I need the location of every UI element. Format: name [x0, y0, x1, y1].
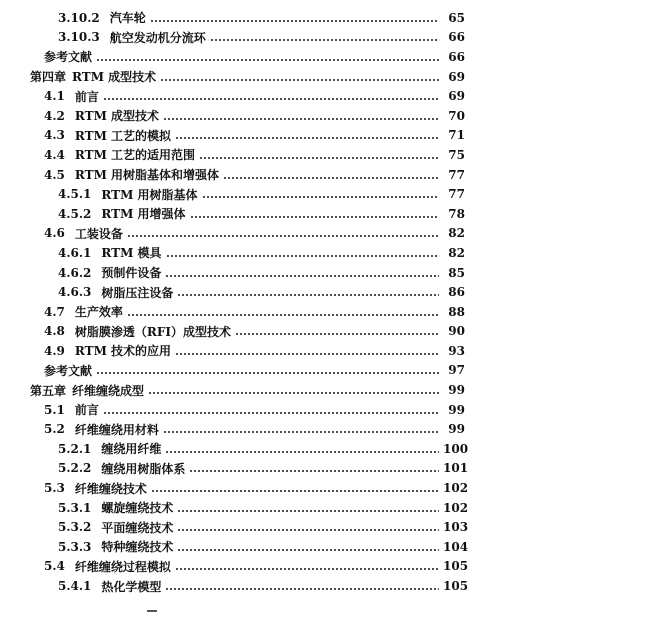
dot-leader: [103, 412, 439, 414]
toc-entry-page: 75: [448, 147, 465, 162]
toc-entry-title: 前言: [74, 403, 99, 418]
dot-leader: [223, 177, 439, 179]
dot-leader: [165, 451, 439, 453]
toc-entry-title: RTM 工艺的模拟: [74, 128, 172, 143]
toc-entry-page: 69: [448, 69, 465, 84]
dot-leader: [163, 431, 439, 433]
toc-entry-title: RTM 成型技术: [74, 109, 160, 124]
toc-entry-title: 纤维缠绕成型: [72, 383, 145, 398]
toc-entry-page: 65: [448, 10, 465, 25]
toc-entry-page: 105: [443, 579, 469, 594]
dot-leader: [177, 510, 439, 512]
toc-entry-number: 4.5.2: [58, 206, 92, 221]
toc-entry-number: 4.2: [44, 108, 65, 123]
toc-entry-title: 预制件设备: [101, 266, 162, 281]
toc-entry: [30, 498, 469, 518]
dot-leader: [163, 118, 439, 120]
toc-entry-page: 103: [443, 520, 469, 535]
dot-leader: [150, 20, 439, 22]
toc-entry-title: 参考文献: [44, 363, 93, 378]
dot-leader: [96, 372, 439, 374]
toc-entry-page: 82: [448, 226, 465, 241]
toc-entry-number: 5.3: [44, 481, 65, 496]
dot-leader: [165, 588, 439, 590]
toc-entry-number: 4.8: [44, 324, 65, 339]
toc-entry: [30, 106, 465, 126]
toc-entry: [30, 243, 465, 263]
toc-entry-page: 69: [448, 89, 465, 104]
toc-entry-number: 5.3.3: [58, 539, 92, 554]
toc-entry: [30, 224, 465, 244]
toc-entry-title: 汽车轮: [109, 11, 146, 26]
toc-entry-number: 5.2.2: [58, 461, 92, 476]
toc-entry-page: 99: [448, 422, 465, 437]
toc-entry-page: 99: [448, 383, 465, 398]
toc-entry-page: 101: [443, 461, 469, 476]
dot-leader: [96, 59, 439, 61]
toc-entry-title: RTM 用树脂基体: [101, 187, 198, 202]
toc-entry: [30, 419, 465, 439]
dot-leader: [127, 235, 439, 237]
dot-leader: [235, 333, 439, 335]
toc-entry-title: 热化学模型: [101, 579, 162, 594]
dot-leader: [160, 79, 439, 81]
toc-entry-page: 88: [448, 304, 465, 319]
toc-entry: [30, 67, 465, 87]
toc-entry-title: 缠绕用纤维: [101, 442, 162, 457]
toc-entry-title: RTM 工艺的适用范围: [74, 148, 196, 163]
scan-mark: [147, 610, 157, 612]
toc-entry-page: 71: [448, 128, 465, 143]
toc-entry-title: 纤维缠绕用材料: [74, 422, 159, 437]
toc-entry-number: 5.2: [44, 422, 65, 437]
toc-entry: [30, 263, 465, 283]
toc-entry-title: 纤维缠绕过程模拟: [74, 559, 171, 574]
toc-entry-title: RTM 技术的应用: [74, 344, 172, 359]
toc-entry-number: 4.4: [44, 147, 65, 162]
toc-entry-number: 第五章: [30, 383, 67, 398]
dot-leader: [148, 392, 439, 394]
toc-entry-page: 66: [448, 30, 465, 45]
toc-entry: [30, 361, 465, 381]
toc-entry: [30, 459, 469, 479]
toc-entry-title: 生产效率: [74, 305, 123, 320]
toc-entry: [30, 439, 469, 459]
toc-entry-page: 93: [448, 343, 465, 358]
toc-entry-number: 4.6.1: [58, 245, 92, 260]
dot-leader: [175, 353, 439, 355]
dot-leader: [177, 294, 439, 296]
toc-entry: [30, 204, 465, 224]
toc-entry-page: 77: [448, 187, 465, 202]
toc-entry: [30, 8, 465, 28]
toc-entry-title: RTM 用树脂基体和增强体: [74, 168, 220, 183]
toc-entry-title: RTM 模具: [101, 246, 162, 261]
toc-entry-title: 纤维缠绕技术: [74, 481, 147, 496]
toc-entry: [30, 145, 465, 165]
toc-entry-page: 85: [448, 265, 465, 280]
toc-entry-title: 螺旋缠绕技术: [101, 501, 174, 516]
toc-entry-number: 3.10.2: [58, 10, 100, 25]
toc-entry-number: 4.5: [44, 167, 65, 182]
toc-entry-title: RTM 成型技术: [72, 70, 157, 85]
toc-entry-number: 5.4.1: [58, 579, 92, 594]
toc-entry: [30, 165, 465, 185]
toc-entry: [30, 517, 469, 537]
dot-leader: [177, 529, 439, 531]
dot-leader: [199, 157, 439, 159]
toc-entry-number: 4.3: [44, 128, 65, 143]
toc-entry: [30, 47, 465, 67]
toc-entry-number: 4.6: [44, 226, 65, 241]
toc-entry: [30, 576, 469, 596]
dot-leader: [103, 98, 439, 100]
toc-entry: [30, 28, 465, 48]
dot-leader: [210, 39, 439, 41]
toc-entry: [30, 478, 469, 498]
toc-entry: [30, 86, 465, 106]
toc-entry-title: 缠绕用树脂体系: [101, 461, 186, 476]
toc-entry-title: 树脂压注设备: [101, 285, 174, 300]
dot-leader: [165, 275, 439, 277]
toc-entry-number: 4.1: [44, 89, 65, 104]
toc-entry-number: 4.5.1: [58, 187, 92, 202]
dot-leader: [177, 549, 439, 551]
toc-entry: [30, 184, 465, 204]
toc-entry: [30, 380, 465, 400]
table-of-contents: [30, 8, 469, 596]
dot-leader: [127, 314, 439, 316]
toc-entry-page: 82: [448, 245, 465, 260]
toc-entry-page: 102: [443, 481, 469, 496]
toc-entry: [30, 557, 469, 577]
toc-entry-page: 90: [448, 324, 465, 339]
toc-entry-page: 102: [443, 500, 469, 515]
dot-leader: [166, 255, 439, 257]
toc-entry-title: RTM 用增强体: [101, 207, 186, 222]
toc-entry-number: 3.10.3: [58, 30, 100, 45]
toc-entry: [30, 537, 469, 557]
toc-entry-page: 105: [443, 559, 469, 574]
toc-entry-page: 104: [443, 539, 469, 554]
toc-entry-page: 77: [448, 167, 465, 182]
dot-leader: [190, 216, 439, 218]
toc-entry-page: 66: [448, 49, 465, 64]
dot-leader: [175, 137, 439, 139]
toc-entry-number: 5.1: [44, 402, 65, 417]
toc-entry-page: 100: [443, 441, 469, 456]
toc-entry-number: 4.7: [44, 304, 65, 319]
toc-entry-title: 前言: [74, 89, 99, 104]
dot-leader: [151, 490, 439, 492]
toc-entry-title: 树脂膜渗透（RFI）成型技术: [74, 324, 231, 339]
toc-entry-number: 4.6.2: [58, 265, 92, 280]
toc-entry: [30, 400, 465, 420]
toc-entry-number: 5.2.1: [58, 441, 92, 456]
toc-entry-page: 97: [448, 363, 465, 378]
dot-leader: [175, 568, 439, 570]
dot-leader: [202, 196, 439, 198]
toc-entry-number: 4.9: [44, 343, 65, 358]
toc-entry-page: 86: [448, 285, 465, 300]
toc-entry: [30, 302, 465, 322]
toc-entry-title: 工装设备: [74, 226, 123, 241]
toc-entry-page: 70: [448, 108, 465, 123]
toc-entry: [30, 322, 465, 342]
toc-entry-title: 平面缠绕技术: [101, 520, 174, 535]
toc-entry-number: 第四章: [30, 70, 67, 85]
toc-entry-number: 5.3.1: [58, 500, 92, 515]
toc-entry: [30, 282, 465, 302]
toc-entry-number: 4.6.3: [58, 285, 92, 300]
toc-entry-number: 5.3.2: [58, 520, 92, 535]
toc-entry: [30, 126, 465, 146]
toc-entry-title: 参考文献: [44, 50, 93, 65]
dot-leader: [189, 470, 439, 472]
toc-entry-number: 5.4: [44, 559, 65, 574]
toc-entry-title: 特种缠绕技术: [101, 540, 174, 555]
toc-entry-page: 99: [448, 402, 465, 417]
toc-entry-page: 78: [448, 206, 465, 221]
toc-entry-title: 航空发动机分流环: [109, 30, 206, 45]
toc-entry: [30, 341, 465, 361]
